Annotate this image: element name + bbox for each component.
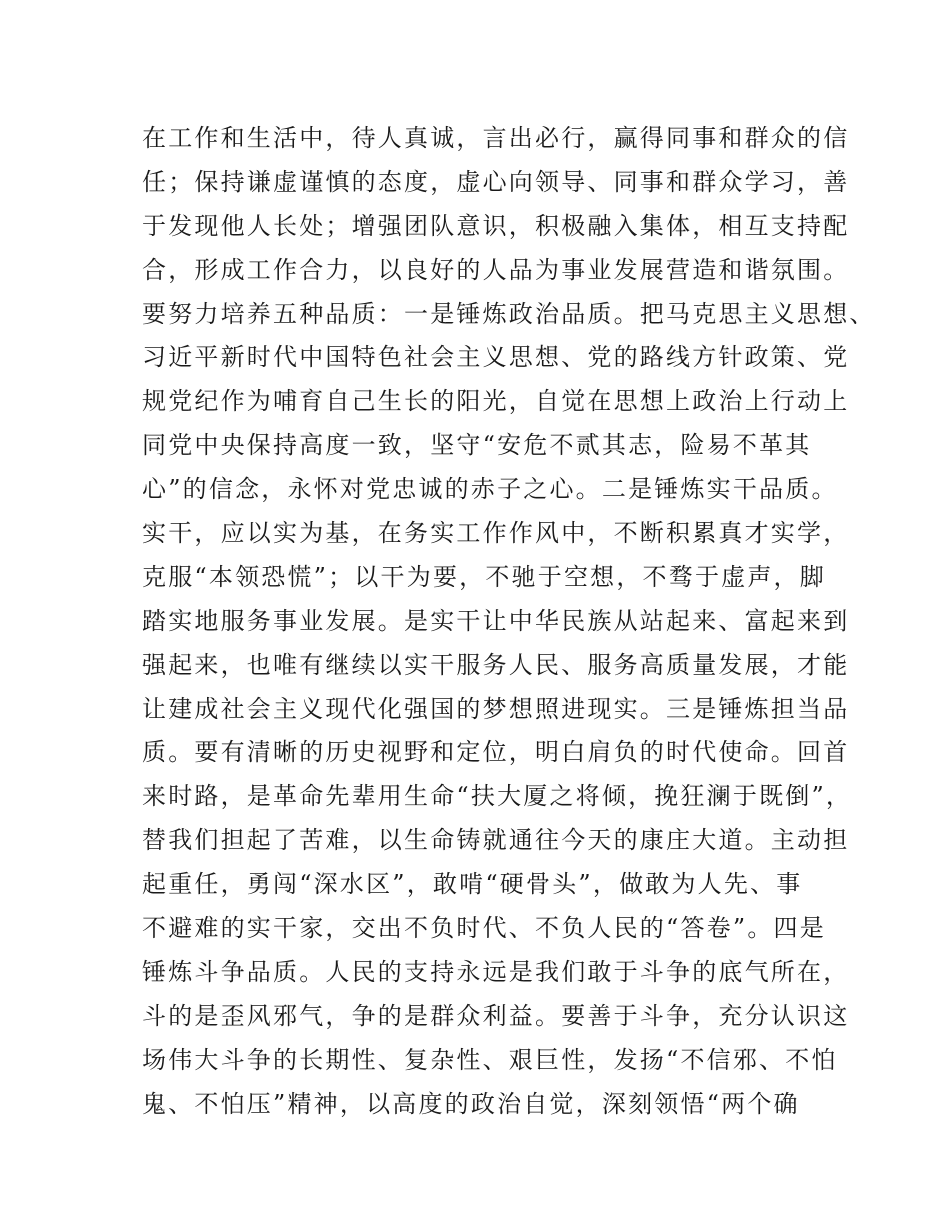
text-line: 同党中央保持高度一致，坚守“安危不贰其志，险易不革其	[142, 431, 812, 460]
text-line: 锤炼斗争品质。人民的支持永远是我们敢于斗争的底气所在，	[142, 957, 850, 986]
text-line: 来时路，是革命先辈用生命“扶大厦之将倾，挽狂澜于既倒”，	[142, 782, 853, 811]
text-line: 场伟大斗争的长期性、复杂性、艰巨性，发扬“不信邪、不怕	[142, 1045, 838, 1074]
text-line: 质。要有清晰的历史视野和定位，明白肩负的时代使命。回首	[142, 738, 850, 767]
text-line: 习近平新时代中国特色社会主义思想、党的路线方针政策、党	[142, 343, 850, 372]
text-line: 合，形成工作合力，以良好的人品为事业发展营造和谐氛围。	[142, 255, 850, 284]
text-line: 心”的信念，永怀对党忠诚的赤子之心。二是锤炼实干品质。	[142, 475, 838, 504]
text-line: 于发现他人长处；增强团队意识，积极融入集体，相互支持配	[142, 211, 850, 240]
body-text	[142, 117, 876, 1126]
text-line: 让建成社会主义现代化强国的梦想照进现实。三是锤炼担当品	[142, 694, 850, 723]
text-line: 鬼、不怕压”精神，以高度的政治自觉，深刻领悟“两个确	[142, 1089, 800, 1118]
text-line: 克服“本领恐慌”；以干为要，不驰于空想，不骛于虚声，脚	[142, 562, 826, 591]
text-line: 不避难的实干家，交出不负时代、不负人民的“答卷”。四是	[142, 914, 826, 943]
text-line: 起重任，勇闯“深水区”，敢啃“硬骨头”，做敢为人先、事	[142, 870, 803, 899]
text-line: 斗的是歪风邪气，争的是群众利益。要善于斗争，充分认识这	[142, 1001, 850, 1030]
text-line: 任；保持谦虚谨慎的态度，虚心向领导、同事和群众学习，善	[142, 167, 850, 196]
text-line: 踏实地服务事业发展。是实干让中华民族从站起来、富起来到	[142, 606, 850, 635]
text-line: 在工作和生活中，待人真诚，言出必行，赢得同事和群众的信	[142, 124, 850, 152]
text-line: 强起来，也唯有继续以实干服务人民、服务高质量发展，才能	[142, 650, 850, 679]
text-line: 要努力培养五种品质：一是锤炼政治品质。把马克思主义思想、	[142, 299, 876, 328]
text-line: 规党纪作为哺育自己生长的阳光，自觉在思想上政治上行动上	[142, 387, 850, 416]
text-line: 替我们担起了苦难，以生命铸就通往今天的康庄大道。主动担	[142, 826, 850, 855]
text-line: 实干，应以实为基，在务实工作作风中，不断积累真才实学，	[142, 519, 850, 548]
